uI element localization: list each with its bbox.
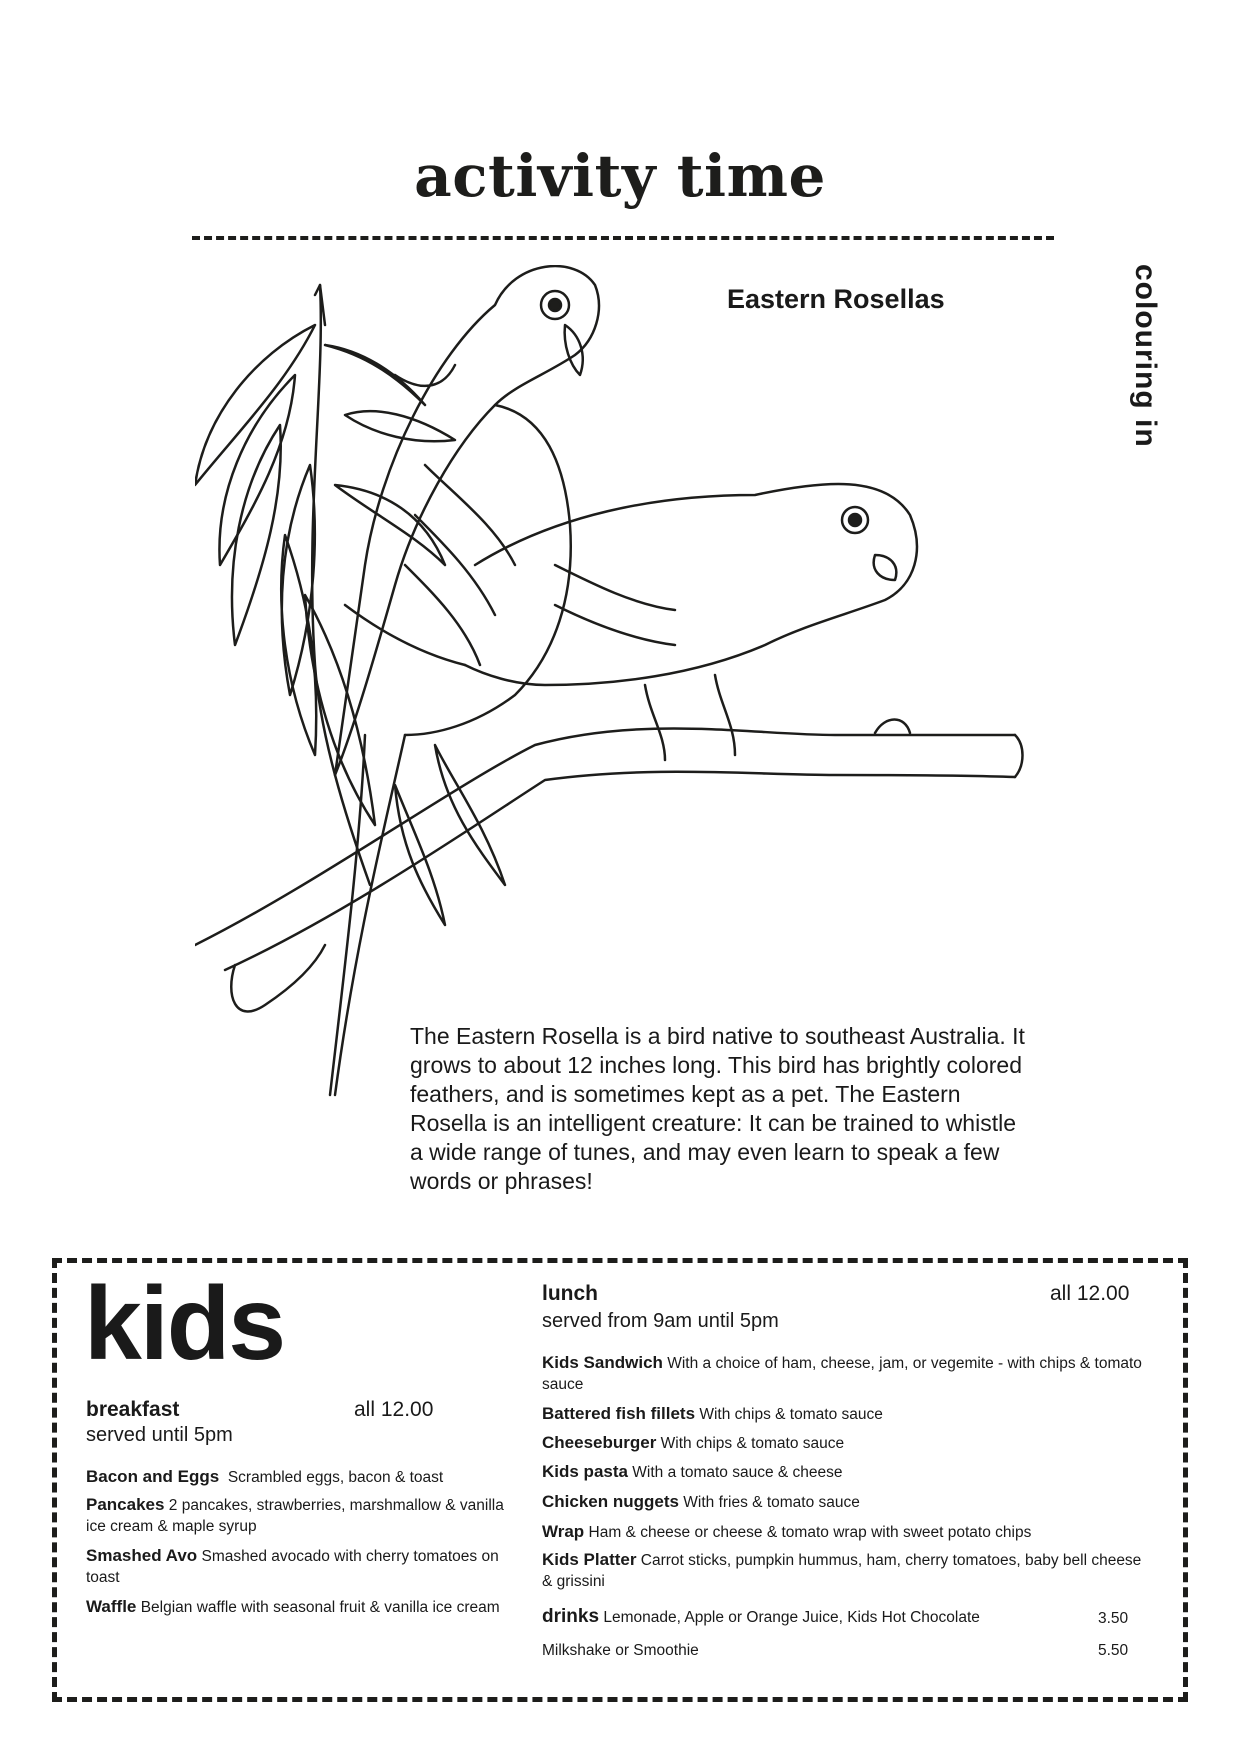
menu-item-name: Waffle (86, 1597, 137, 1616)
menu-item-name: Battered fish fillets (542, 1404, 696, 1423)
menu-item-desc: With a choice of ham, cheese, jam, or vegemite - with chips & tomato sauce (542, 1355, 1142, 1393)
drinks-price: 5.50 (1098, 1642, 1129, 1659)
menu-item-desc: Belgian waffle with seasonal fruit & vanilla ice cream (140, 1599, 500, 1616)
menu-item-desc: With chips & tomato sauce (660, 1435, 845, 1452)
menu-item (86, 1466, 506, 1488)
breakfast-subtitle: served until 5pm (86, 1424, 233, 1446)
title-divider (192, 236, 1054, 240)
lunch-subtitle: served from 9am until 5pm (542, 1310, 779, 1332)
menu-item-name: Cheeseburger (542, 1433, 657, 1452)
menu-heading: kids (84, 1266, 285, 1382)
menu-item (542, 1403, 1142, 1425)
menu-item-desc: Smashed avocado with cherry tomatoes on toast (86, 1548, 499, 1586)
menu-item-name: Bacon and Eggs (86, 1467, 220, 1486)
menu-item (542, 1491, 1142, 1513)
branch-icon (195, 720, 1023, 1012)
upper-rosella-icon (330, 266, 599, 1095)
menu-item (86, 1545, 506, 1588)
menu-item-name: Kids pasta (542, 1462, 628, 1481)
species-description: The Eastern Rosella is a bird native to southeast Australia. It grows to about 12 inches long. This bird has brightly colored feathers, and is sometimes kept as a pet. The Eastern Rosella is an intelligent creature: It can be trained to whistle a wide range of tunes, and may even learn to speak a few words or phrases! (410, 1023, 1025, 1194)
menu-item-name: Kids Sandwich (542, 1353, 663, 1372)
menu-item-desc: With fries & tomato sauce (683, 1494, 860, 1511)
species-title: Eastern Rosellas (727, 284, 945, 314)
menu-item-desc: Ham & cheese or cheese & tomato wrap with sweet potato chips (588, 1524, 1032, 1541)
menu-item-desc: Carrot sticks, pumpkin hummus, ham, cherry tomatoes, baby bell cheese & grissini (542, 1552, 1142, 1590)
menu-item-desc: With chips & tomato sauce (699, 1406, 883, 1423)
menu-item (86, 1494, 506, 1537)
drinks-title: drinks (542, 1606, 600, 1627)
menu-item (542, 1461, 1142, 1483)
menu-item-name: Smashed Avo (86, 1546, 198, 1565)
drinks-line (542, 1606, 1062, 1628)
page-title: activity time (414, 142, 826, 210)
menu-item (542, 1352, 1142, 1395)
breakfast-price: all 12.00 (354, 1398, 434, 1421)
lunch-title: lunch (542, 1282, 598, 1305)
eucalyptus-leaves-icon (195, 285, 505, 925)
menu-item (542, 1432, 1142, 1454)
menu-item-name: Wrap (542, 1522, 585, 1541)
menu-item-desc: With a tomato sauce & cheese (632, 1464, 843, 1481)
menu-item-name: Chicken nuggets (542, 1492, 679, 1511)
colouring-in-label: colouring in (1129, 264, 1162, 448)
menu-item (86, 1596, 506, 1618)
lunch-price: all 12.00 (1050, 1282, 1130, 1305)
drinks-line: Milkshake or Smoothie (542, 1642, 699, 1659)
menu-item-desc: 2 pancakes, strawberries, marshmallow & vanilla ice cream & maple syrup (86, 1497, 504, 1535)
menu-item-name: Kids Platter (542, 1550, 637, 1569)
menu-item-name: Pancakes (86, 1495, 165, 1514)
menu-item (542, 1521, 1142, 1543)
drinks-desc: Lemonade, Apple or Orange Juice, Kids Hot Chocolate (603, 1609, 980, 1626)
breakfast-title: breakfast (86, 1398, 180, 1421)
lower-rosella-icon (345, 484, 917, 760)
menu-item (542, 1549, 1142, 1592)
menu-item-desc: Scrambled eggs, bacon & toast (227, 1469, 444, 1486)
drinks-price: 3.50 (1098, 1610, 1129, 1627)
